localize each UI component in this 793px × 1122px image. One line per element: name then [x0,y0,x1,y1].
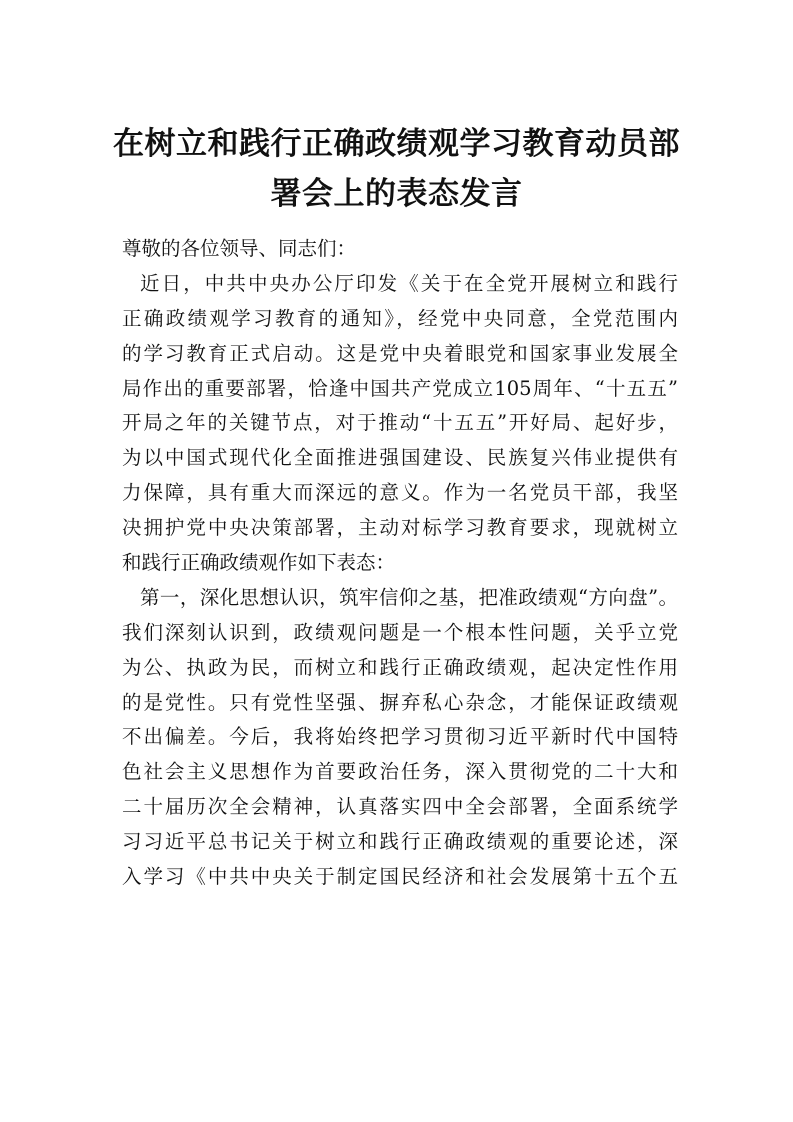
body-line: 入学习《中共中央关于制定国民经济和社会发展第十五个五 [122,865,678,889]
body-line: 正确政绩观学习教育的通知》，经党中央同意，全党范围内 [122,306,678,330]
document-title-line-1: 在树立和践行正确政绩观学习教育动员部 [113,126,680,162]
body-line: 决拥护党中央决策部署，主动对标学习教育要求，现就树立 [122,516,678,540]
body-line: 为以中国式现代化全面推进强国建设、民族复兴伟业提供有 [122,446,678,470]
salutation: 尊敬的各位领导、同志们： [122,237,357,260]
body-line: 的学习教育正式启动。这是党中央着眼党和国家事业发展全 [122,341,678,365]
body-line: 力保障，具有重大而深远的意义。作为一名党员干部，我坚 [122,481,678,505]
document-body [122,232,678,895]
body-line: 近日，中共中央办公厅印发《关于在全党开展树立和践行 [140,271,678,295]
document-title-line-2: 署会上的表态发言 [270,176,523,212]
body-line: 不出偏差。今后，我将始终把学习贯彻习近平新时代中国特 [122,725,678,749]
body-line: 第一，深化思想认识，筑牢信仰之基，把准政绩观“方向盘”。 [140,585,678,609]
body-line: 的是党性。只有党性坚强、摒弃私心杂念，才能保证政绩观 [122,690,678,714]
body-line: 我们深刻认识到，政绩观问题是一个根本性问题，关乎立党 [122,620,678,644]
body-line: 二十届历次全会精神，认真落实四中全会部署，全面系统学 [122,795,678,819]
body-line: 色社会主义思想作为首要政治任务，深入贯彻党的二十大和 [122,760,678,784]
body-line: 和践行正确政绩观作如下表态： [122,551,396,575]
body-line: 为公、执政为民，而树立和践行正确政绩观，起决定性作用 [122,655,678,679]
body-line: 习习近平总书记关于树立和践行正确政绩观的重要论述，深 [122,830,678,854]
body-line: 局作出的重要部署，恰逢中国共产党成立105周年、“十五五” [122,376,678,400]
body-line: 开局之年的关键节点，对于推动“十五五”开好局、起好步， [122,411,678,435]
